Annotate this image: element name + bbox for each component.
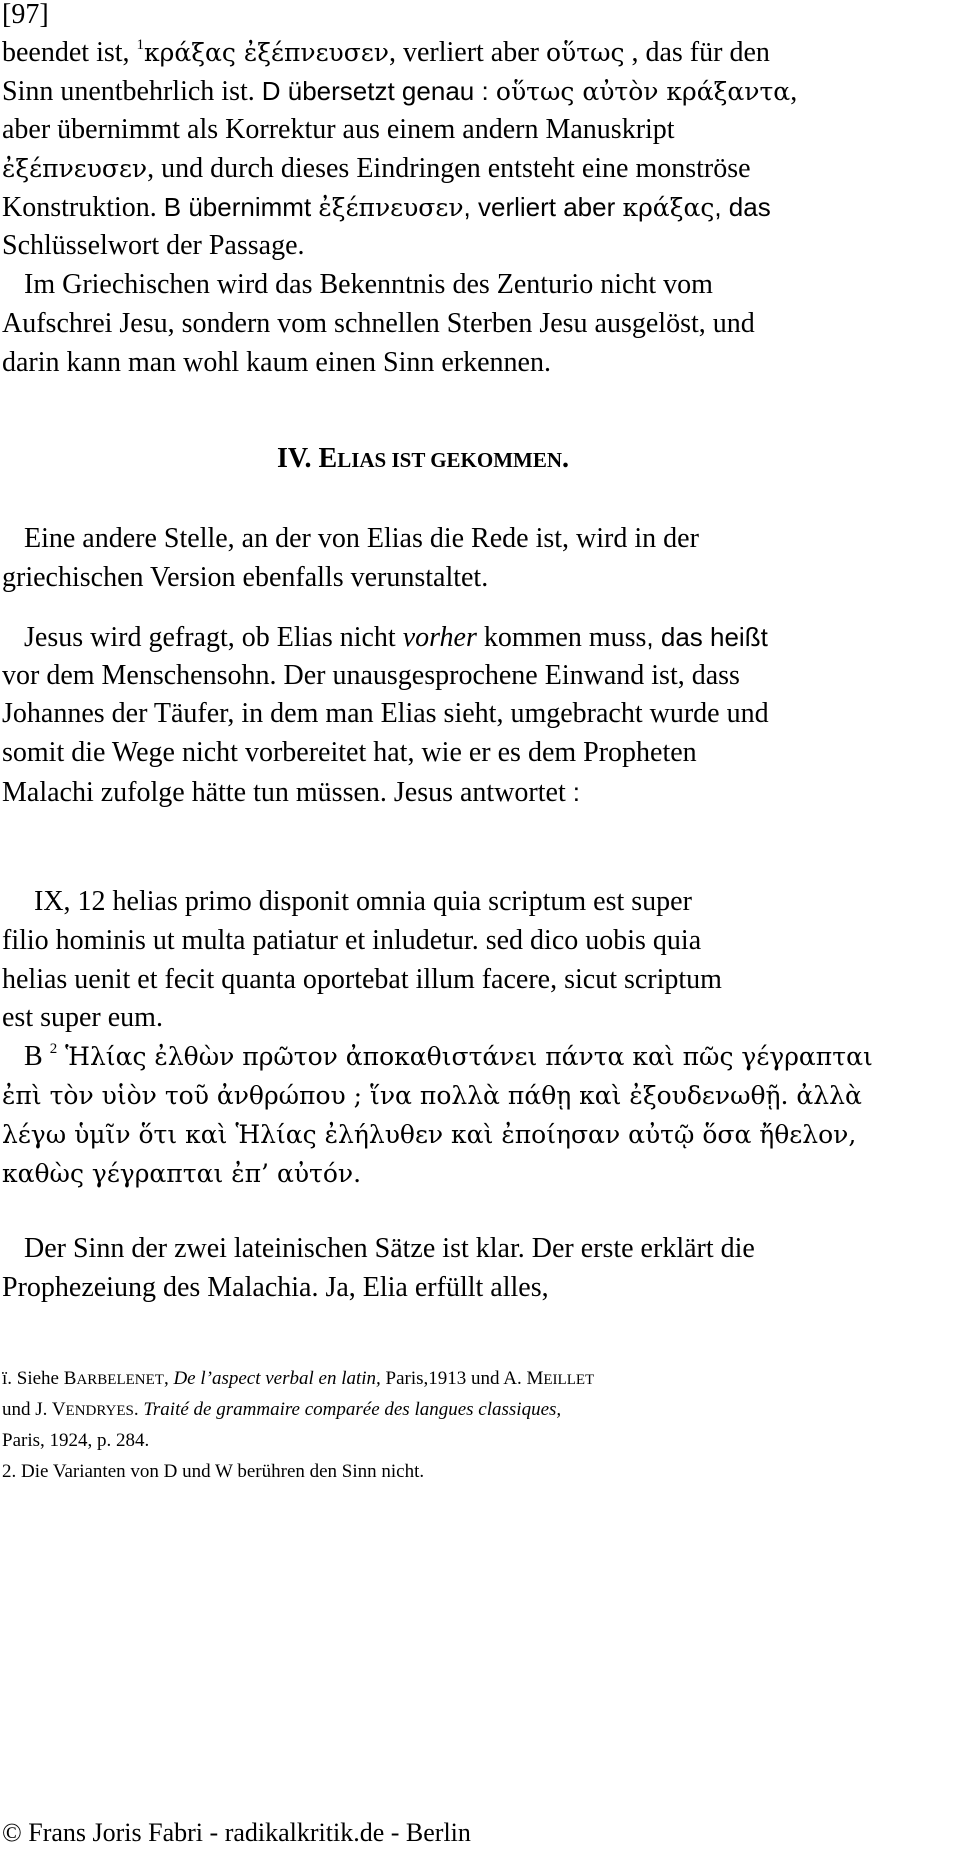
text: D übersetzt genau :	[261, 76, 496, 106]
copyright-footer: © Frans Joris Fabri - radikalkritik.de - Berlin	[2, 1818, 471, 1847]
emphasis: vorher	[402, 622, 477, 653]
book-title: De l’aspect verbal en latin,	[173, 1368, 381, 1389]
paragraph-2-line-3: darin kann man wohl kaum einen Sinn erkennen.	[2, 347, 551, 378]
text: Konstruktion.	[2, 192, 164, 223]
footnote-1-line-3: Paris, 1924, p. 284.	[2, 1430, 150, 1451]
text: , verliert aber	[463, 192, 623, 222]
footnote-1-line-2	[2, 1398, 561, 1423]
paragraph-1-line-3: aber übernimmt als Korrektur aus einem andern Manuskript	[2, 114, 675, 145]
footnote-2: 2. Die Varianten von D und W berühren den Sinn nicht.	[2, 1461, 425, 1482]
text: und J.	[2, 1399, 52, 1420]
text: Jesus wird gefragt, ob Elias nicht	[24, 622, 403, 653]
text: Malachi zufolge hätte tun müssen. Jesus antwortet	[2, 777, 573, 808]
text: B übernimmt	[163, 192, 319, 222]
paragraph-1-line-2	[2, 74, 797, 109]
greek-text: ἐξέπνευσεν	[318, 193, 464, 222]
greek-text: οὕτως αὐτὸν κράξαντα	[495, 77, 791, 106]
footnote-ref-2: 2	[49, 1041, 58, 1057]
text: , das für den	[624, 37, 770, 68]
greek-text: οὕτως	[546, 38, 625, 67]
text: , das heißt	[646, 622, 768, 652]
paragraph-4-line-4: somit die Wege nicht vorbereitet hat, wie er es dem Propheten	[2, 737, 697, 768]
greek-text: ἐξέπνευσεν	[2, 154, 148, 183]
author-initial: B	[63, 1368, 77, 1389]
heading-initial: E	[318, 443, 338, 474]
paragraph-4-line-2: vor dem Menschensohn. Der unausgesprochene Einwand ist, dass	[2, 660, 740, 691]
paragraph-1-line-6: Schlüsselwort der Passage.	[2, 230, 305, 261]
paragraph-5-line-1: Der Sinn der zwei lateinischen Sätze ist klar. Der erste erklärt die	[24, 1233, 755, 1264]
latin-quote-line-4: est super eum.	[2, 1002, 163, 1033]
heading-numeral: IV.	[277, 443, 319, 474]
text: :	[572, 777, 580, 807]
paragraph-2-line-1: Im Griechischen wird das Bekenntnis des Zenturio nicht vom	[24, 269, 713, 300]
author-initial: M	[526, 1368, 544, 1389]
paragraph-1-line-1	[2, 36, 770, 70]
author-smallcaps: EILLET	[543, 1372, 595, 1388]
latin-quote-line-3: helias uenit et fecit quanta oportebat illum facere, sicut scriptum	[2, 964, 722, 995]
text: Sinn unentbehrlich ist.	[2, 76, 262, 107]
paragraph-4-line-5	[2, 775, 580, 810]
footnote-ref-1: 1	[136, 37, 145, 53]
greek-text: κράξας ἐξέπνευσεν	[144, 38, 389, 67]
text: , das	[714, 192, 771, 222]
greek-quote-line-4: καθὼς γέγραπται ἐπ’ αὐτόν.	[2, 1159, 362, 1188]
paragraph-4-line-3: Johannes der Täufer, in dem man Elias sieht, umgebracht wurde und	[2, 698, 769, 729]
text: .	[133, 1399, 144, 1420]
author-smallcaps: ENDRYES	[65, 1403, 134, 1419]
text: ,	[790, 76, 798, 107]
greek-quote-line-2: ἐπὶ τὸν υἱὸν τοῦ ἀνθρώπου ; ἵνα πολλὰ πάθῃ καὶ ἐξουδενωθῇ. ἀλλὰ	[2, 1081, 862, 1110]
paragraph-1-line-4	[2, 152, 751, 186]
heading-smallcaps: LIAS IST GEKOMMEN	[337, 448, 563, 472]
latin-quote-line-1: IX, 12 helias primo disponit omnia quia scriptum est super	[34, 886, 692, 917]
paragraph-5-line-2: Prophezeiung des Malachia. Ja, Elia erfüllt alles,	[2, 1272, 549, 1303]
text: beendet ist,	[2, 37, 137, 68]
author-initial: V	[51, 1399, 66, 1420]
paragraph-3-line-2: griechischen Version ebenfalls verunstaltet.	[2, 562, 489, 593]
text: kommen muss	[476, 622, 647, 653]
greek-quote-line-3: λέγω ὑμῖν ὅτι καὶ Ἡλίας ἐλήλυθεν καὶ ἐποίησαν αὐτῷ ὅσα ἤθελον,	[2, 1120, 857, 1149]
page-number: [97]	[2, 0, 49, 30]
text: , und durch dieses Eindringen entsteht eine monströse	[147, 153, 751, 184]
greek-quote-line-1	[24, 1040, 873, 1074]
text: , verliert aber	[388, 37, 546, 68]
text: Paris,1913 und A.	[380, 1368, 527, 1389]
text: ï. Siehe	[2, 1368, 64, 1389]
paragraph-4-line-1	[24, 620, 768, 655]
paragraph-1-line-5	[2, 190, 771, 225]
footnote-1-line-1	[2, 1367, 594, 1392]
text: ,	[163, 1368, 174, 1389]
paragraph-2-line-2: Aufschrei Jesu, sondern vom schnellen Sterben Jesu ausgelöst, und	[2, 308, 755, 339]
paragraph-3-line-1: Eine andere Stelle, an der von Elias die Rede ist, wird in der	[24, 523, 699, 554]
author-smallcaps: ARBELENET	[76, 1372, 164, 1388]
heading-period: .	[562, 443, 570, 474]
latin-quote-line-2: filio hominis ut multa patiatur et inludetur. sed dico uobis quia	[2, 925, 702, 956]
greek-text: κράξας	[622, 193, 715, 222]
text: B	[24, 1041, 50, 1072]
book-title: Traité de grammaire comparée des langues classiques,	[143, 1399, 562, 1420]
greek-text: Ἡλίας ἐλθὼν πρῶτον ἀποκαθιστάνει πάντα καὶ πῶς γέγραπται	[57, 1042, 873, 1071]
section-heading	[277, 443, 569, 475]
